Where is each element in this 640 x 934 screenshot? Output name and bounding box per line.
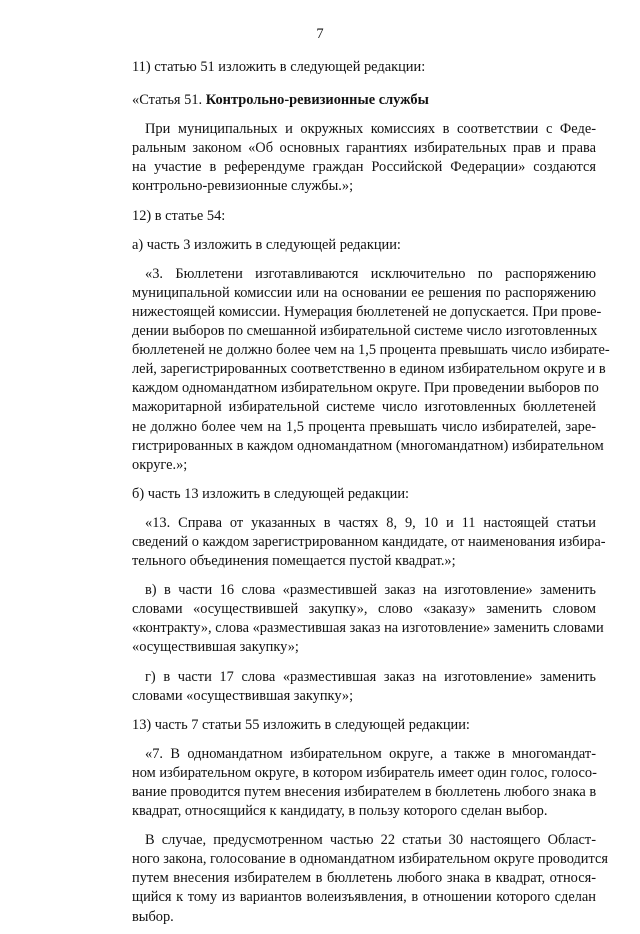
article-heading-title: Контрольно-ревизионные службы xyxy=(205,92,429,109)
text-line: ном избирательном округе, в котором избиратель имеет один голос, голосо- xyxy=(132,764,597,781)
text-line: гистрированных в каждом одномандатном (многомандатном) избирательном xyxy=(132,437,604,454)
item-12v-text xyxy=(119,581,604,657)
text-line: бюллетеней не должно более чем на 1,5 процента превышать число избирате- xyxy=(132,342,610,359)
article-51-heading xyxy=(119,91,596,110)
article-51-text xyxy=(119,120,596,196)
text-line: «осуществившая закупку»; xyxy=(132,639,299,656)
item-12-intro xyxy=(119,207,596,226)
text-line: мажоритарной избирательной системе число изготовленных бюллетеней xyxy=(132,399,596,416)
text-line: а) часть 3 изложить в следующей редакции: xyxy=(132,236,401,253)
item-12a-intro xyxy=(119,236,596,255)
text-line: дении выборов по смешанной избирательной системе число изготовленных xyxy=(132,323,598,340)
text-line: муниципальной комиссии или на основании ее решения по распоряжению xyxy=(132,284,596,301)
document-body xyxy=(119,58,610,934)
item-11-intro xyxy=(119,58,596,77)
text-line: ральным законом «Об основных гарантиях избирательных прав и права xyxy=(132,140,596,157)
text-line: ного закона, голосование в одномандатном избирательном округе проводится xyxy=(132,851,608,868)
text-line: словами «осуществившей закупку», слово «заказу» заменить словом xyxy=(132,601,596,618)
text-line: словами «осуществившая закупку»; xyxy=(132,687,354,704)
text-line: путем внесения избирателем в бюллетень любого знака в квадрат, относя- xyxy=(132,870,596,887)
text-line: щийся к тому из вариантов волеизъявления, в отношении которого сделан xyxy=(132,889,596,906)
part-7-continuation xyxy=(119,831,608,926)
part-3-text xyxy=(119,265,610,475)
text-line: вание проводится путем внесения избирателем в бюллетень любого знака в xyxy=(132,784,597,800)
text-line: «3. Бюллетени изготавливаются исключительно по распоряжению xyxy=(145,265,596,282)
item-13-intro xyxy=(119,716,596,735)
text-line: г) в части 17 слова «разместившая заказ на изготовление» заменить xyxy=(145,668,596,685)
text-line: 12) в статье 54: xyxy=(132,207,226,224)
text-line: б) часть 13 изложить в следующей редакции: xyxy=(132,485,410,502)
text-line: каждом одномандатном избирательном округе. При проведении выборов по xyxy=(132,380,599,397)
text-line: лей, зарегистрированных соответственно в едином избирательном округе и в xyxy=(132,361,606,378)
article-heading-prefix: «Статья 51. xyxy=(132,92,206,109)
text-line: выбор. xyxy=(132,908,174,925)
text-line: тельного объединения помещается пустой квадрат.»; xyxy=(132,553,456,570)
page-number: 7 xyxy=(316,26,324,42)
text-line: «13. Справа от указанных в частях 8, 9, 10 и 11 настоящей статьи xyxy=(145,514,596,531)
part-7-text xyxy=(119,745,596,821)
part-13-text xyxy=(119,514,606,571)
item-12b-intro xyxy=(119,485,596,504)
text-line: При муниципальных и окружных комиссиях в соответствии с Феде- xyxy=(145,121,596,138)
text-line: округе.»; xyxy=(132,456,188,473)
text-line: контрольно-ревизионные службы.»; xyxy=(132,178,354,195)
text-line: сведений о каждом зарегистрированном кандидате, от наименования избира- xyxy=(132,533,606,550)
text-line: не должно более чем на 1,5 процента превышать число избирателей, заре- xyxy=(132,418,596,435)
text-line: В случае, предусмотренном частью 22 статьи 30 настоящего Област- xyxy=(145,832,596,849)
text-line: «контракту», слова «разместившая заказ на изготовление» заменить словами xyxy=(132,620,604,637)
text-line: 13) часть 7 статьи 55 изложить в следующей редакции: xyxy=(132,716,470,733)
text-line: квадрат, относящийся к кандидату, в пользу которого сделан выбор. xyxy=(132,803,548,820)
text-line: нижестоящей комиссии. Нумерация бюллетеней не допускается. При прове- xyxy=(132,303,602,320)
text-line: 11) статью 51 изложить в следующей редакции: xyxy=(132,59,426,75)
text-line: в) в части 16 слова «разместившей заказ на изготовление» заменить xyxy=(145,582,596,599)
text-line: на участие в референдуме граждан Российской Федерации» создаются xyxy=(132,159,596,176)
item-12g-text xyxy=(119,668,596,706)
text-line: «7. В одномандатном избирательном округе, а также в многомандат- xyxy=(145,745,596,762)
